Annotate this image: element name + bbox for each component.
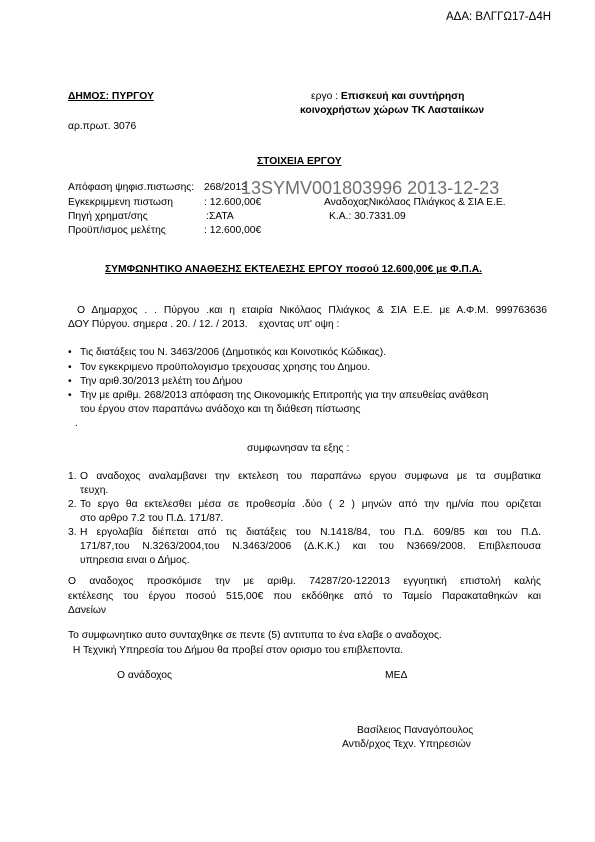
guarantee-line: εκτέλεσης του έργου ποσού 515,00€ που εκδόθηκε από το Ταμείο Παρακαταθηκών και (68, 591, 541, 602)
term-line: στο αρθρο 7.2 του Π.Δ. 171/87. (80, 513, 224, 524)
ada-code: ΑΔΑ: ΒΛΓΓΩ17-Δ4Η (446, 11, 552, 23)
detail-row-label: Εγκεκριμμενη πιστωση (68, 197, 174, 208)
agreement-title: ΣΥΜΦΩΝΗΤΙΚΟ ΑΝΑΘΕΣΗΣ ΕΚΤΕΛΕΣΗΣ ΕΡΓΟΥ ποσού 12.600,00€ με Φ.Π.Α. (105, 264, 483, 275)
term-line: Η εργολαβία διέπεται από τις διατάξεις του Ν.1418/84, του Π.Δ. 609/85 και του Π.Δ. (80, 527, 541, 538)
project-title-part: Επισκευή και συντήρηση (340, 91, 465, 102)
agreed-heading: συμφωνησαν τα εξης : (247, 443, 350, 454)
consideration-line: Τον εγκεκριμενο προϋπολογισμο τρεχουσας χρησης του Δημου. (80, 362, 371, 373)
detail-row-label: Απόφαση ψηφισ.πιστωσης: (68, 182, 195, 193)
consideration-line: Την με αριθμ. 268/2013 απόφαση της Οικονομικής Επιτροπής για την απευθείας ανάθεση (80, 390, 489, 401)
guarantee-line: Δανείων (68, 605, 107, 616)
consideration-line: του έργου στον παραπάνω ανάδοχο και τη διάθεση πίστωσης (80, 404, 361, 415)
detail-row-value: : 12.600,00€ (204, 225, 262, 236)
term-number: 1. (68, 471, 77, 482)
municipality-label: ΔΗΜΟΣ: ΠΥΡΓΟΥ (68, 91, 154, 102)
signature-contractor-label: Ο ανάδοχος (117, 670, 172, 681)
term-line: Το εργο θα εκτελεσθει μέσα σε προθεσμία .δύο ( 2 ) μηνών από την ημ/νία που οριζεται (80, 499, 541, 510)
detail-row-value: 268/2013 (204, 182, 247, 193)
consideration-line: Την αριθ.30/2013 μελέτη του Δήμου (80, 376, 243, 387)
detail-row-label: Προϋπ/ισμος μελέτης (68, 225, 166, 236)
signatory-name: Βασίλειος Παναγόπουλος (357, 725, 474, 736)
signatory-title: Αντιδ/ρχος Τεχν. Υπηρεσιών (342, 739, 471, 750)
term-number: 3. (68, 527, 77, 538)
intro-line: ΔΟΥ Πύργου. σημερα . 20. / 12. / 2013. εχοντας υπ' οψη : (68, 319, 340, 330)
bullet-marker: • (68, 347, 72, 358)
registry-stamp: 13SYMV001803996 2013-12-23 (241, 178, 500, 198)
term-line: τευχη. (80, 485, 109, 496)
term-line: Ο αναδοχος αναλαμβανει την εκτελεση του παραπάνω εργου συμφωνα με τα συμβατικα (80, 471, 541, 482)
project-title-line: κοινοχρήστων χώρων ΤΚ Λασταιίκων (300, 105, 485, 116)
guarantee-line: Ο αναδοχος προσκόμισε την με αριθμ. 74287/20-122013 εγγυητική επιστολή καλής (68, 576, 541, 587)
budget-code-value: 30.7331.09 (354, 211, 406, 222)
details-heading: ΣΤΟΙΧΕΙΑ ΕΡΓΟΥ (257, 156, 342, 167)
detail-row-label: Πηγή χρηματ/σης (68, 211, 148, 222)
budget-code-label: Κ.Α.: (329, 211, 352, 222)
detail-row-value: :ΣΑΤΑ (206, 211, 234, 222)
budget-code (329, 211, 406, 223)
contractor-label: Αναδοχος (324, 197, 369, 208)
protocol-number: αρ.πρωτ. 3076 (68, 121, 137, 132)
bullet-marker: • (68, 362, 72, 373)
stray-dot: . (75, 418, 78, 429)
project-label: εργο : (311, 91, 339, 102)
term-number: 2. (68, 499, 77, 510)
signature-authority-label: ΜΕΔ (385, 670, 408, 681)
bullet-marker: • (68, 390, 72, 401)
detail-row-value: : 12.600,00€ (204, 197, 262, 208)
term-line: υπηρεσια ειναι ο Δήμος. (80, 555, 190, 566)
term-line: 171/87,του Ν.3263/2004,του Ν.3463/2006 (Δ.Κ.Κ.) και του Ν3669/2008. Επιβλεπουσα (80, 541, 541, 552)
intro-line: Ο Δημαρχος . . Πύργου .και η εταιρία Νικόλαος Πλιάγκος & ΣΙΑ Ε.Ε. με Α.Φ.Μ. 999763636 (77, 305, 547, 316)
consideration-line: Τις διατάξεις του Ν. 3463/2006 (Δημοτικός και Κοινοτικός Κώδικας). (80, 347, 387, 358)
closing-line: Η Τεχνική Υπηρεσία του Δήμου θα προβεί στον ορισμο του επιβλεποντα. (70, 645, 404, 656)
contractor-value: : Νικόλαος Πλιάγκος & ΣΙΑ Ε.Ε. (363, 197, 506, 208)
closing-line: Το συμφωνητικο αυτο συνταχθηκε σε πεντε (5) αντιτυπα το ένα ελαβε ο αναδοχος. (68, 630, 442, 641)
project-title-line (311, 91, 464, 103)
bullet-marker: • (68, 376, 72, 387)
